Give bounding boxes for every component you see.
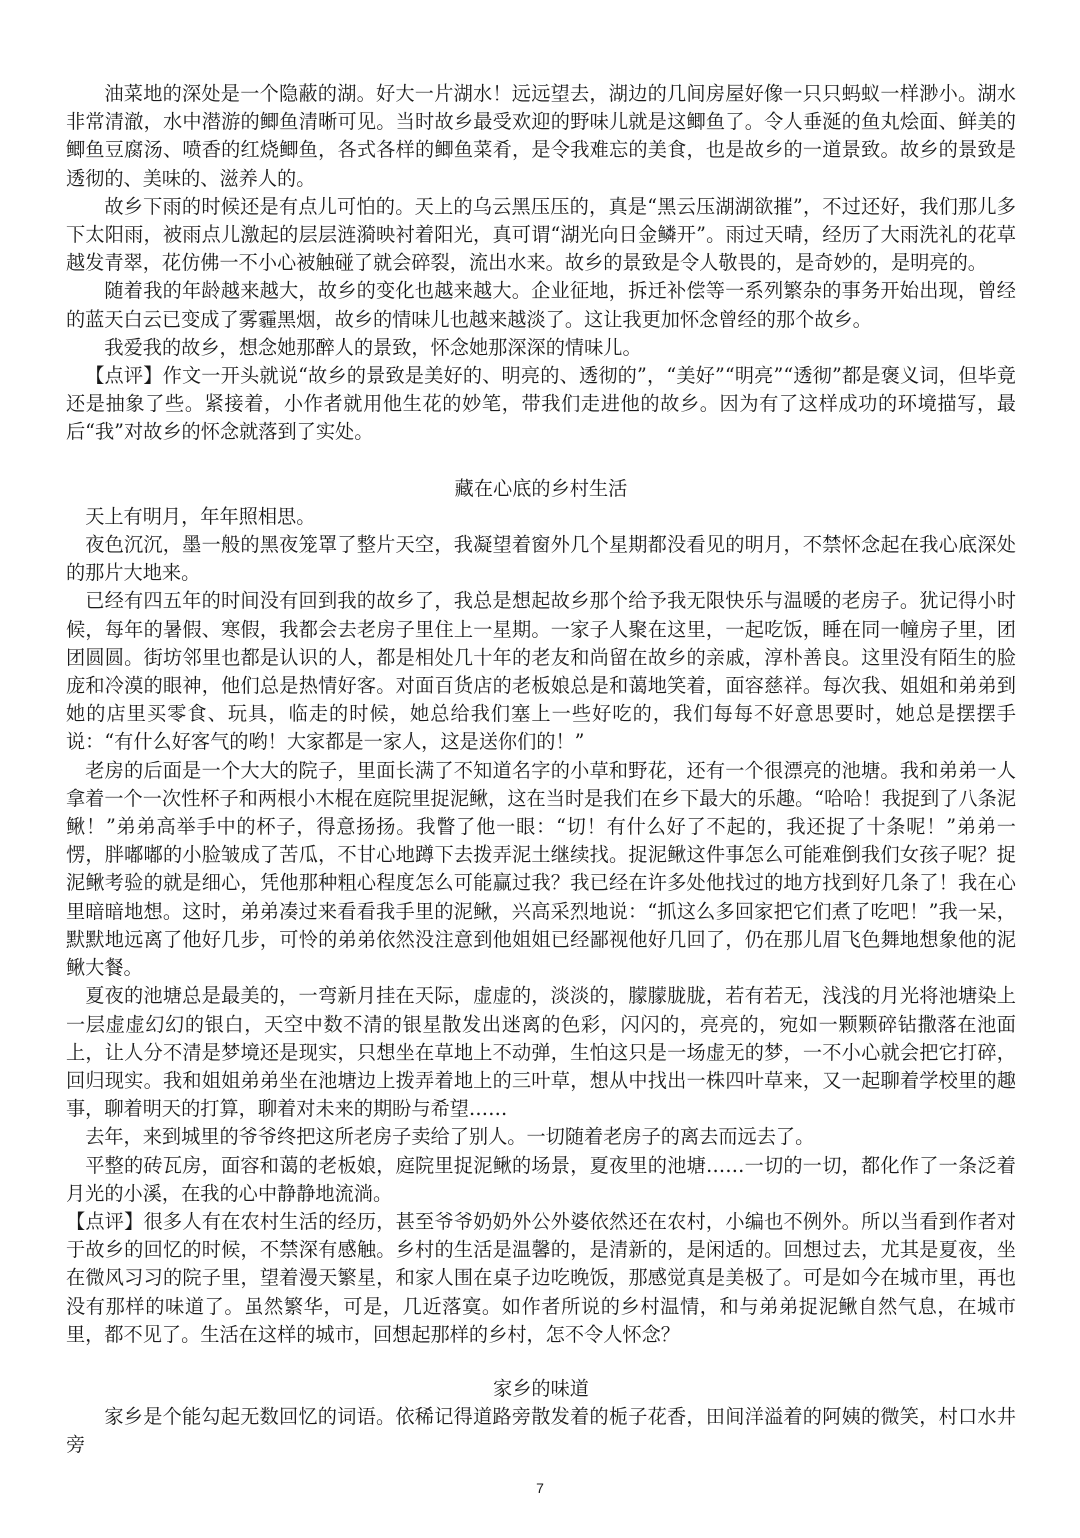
- paragraph: 家乡是个能勾起无数回忆的词语。依稀记得道路旁散发着的栀子花香，田间洋溢着的阿姨的微笑，村口水井旁: [66, 1405, 1016, 1457]
- paragraph: 夜色沉沉，墨一般的黑夜笼罩了整片天空，我凝望着窗外几个星期都没看见的明月，不禁怀念起在我心底深处的那片大地来。: [66, 533, 1016, 585]
- essay-1: [66, 80, 1016, 447]
- document-page: [66, 0, 1016, 1460]
- essay-3: [66, 1375, 1016, 1460]
- paragraph: 夏夜的池塘总是最美的，一弯新月挂在天际，虚虚的，淡淡的，朦朦胧胧，若有若无，浅浅的月光将池塘染上一层虚虚幻幻的银白，天空中数不清的银星散发出迷离的色彩，闪闪的，亮亮的，宛如一颗颗碎钻撒落在池面上，让人分不清是梦境还是现实，只想坐在草地上不动弹，生怕这只是一场虚无的梦，一不小心就会把它打碎，回归现实。我和姐姐弟弟坐在池塘边上拨弄着地上的三叶草，想从中找出一株四叶草来，又一起聊着学校里的趣事，聊着明天的打算，聊着对未来的期盼与希望……: [66, 984, 1016, 1121]
- essay-title: 藏在心底的乡村生活: [454, 476, 628, 500]
- section-gap: [66, 447, 1016, 475]
- paragraph: 天上有明月，年年照相思。: [85, 504, 316, 528]
- paragraph: 故乡下雨的时候还是有点儿可怕的。天上的乌云黑压压的，真是“黑云压湖湖欲摧”，不过还好，我们那儿多下太阳雨，被雨点儿激起的层层涟漪映衬着阳光，真可谓“湖光向日金鳞开”。雨过天晴，经历了大雨洗礼的花草越发青翠，花仿佛一不小心被触碰了就会碎裂，流出水来。故乡的景致是令人敬畏的，是奇妙的，是明亮的。: [66, 194, 1016, 275]
- paragraph: 我爱我的故乡，想念她那醉人的景致，怀念她那深深的情味儿。: [104, 335, 642, 359]
- page-number: 7: [536, 1479, 544, 1496]
- paragraph: 老房的后面是一个大大的院子，里面长满了不知道名字的小草和野花，还有一个很漂亮的池塘。我和弟弟一人拿着一个一次性杯子和两根小木棍在庭院里捉泥鳅，这在当时是我们在乡下最大的乐趣。“哈哈！我捉到了八条泥鳅！”弟弟高举手中的杯子，得意扬扬。我瞥了他一眼：“切！有什么好了不起的，我还捉了十条呢！”弟弟一愣，胖嘟嘟的小脸皱成了苦瓜，不甘心地蹲下去拨弄泥土继续找。捉泥鳅这件事怎么可能难倒我们女孩子呢？捉泥鳅考验的就是细心，凭他那种粗心程度怎么可能赢过我？我已经在许多处他找过的地方找到好几条了！我在心里暗暗地想。这时，弟弟凑过来看看我手里的泥鳅，兴高采烈地说：“抓这么多回家把它们煮了吃吧！”我一呆，默默地远离了他好几步，可怜的弟弟依然没注意到他姐姐已经鄙视他好几回了，仍在那儿眉飞色舞地想象他的泥鳅大餐。: [66, 758, 1016, 980]
- paragraph: 随着我的年龄越来越大，故乡的变化也越来越大。企业征地，拆迁补偿等一系列繁杂的事务开始出现，曾经的蓝天白云已变成了雾霾黑烟，故乡的情味儿也越来越淡了。这让我更加怀念曾经的那个故乡。: [66, 279, 1016, 331]
- essay-title: 家乡的味道: [493, 1376, 589, 1400]
- comment-paragraph: 【点评】很多人有在农村生活的经历，甚至爷爷奶奶外公外婆依然还在农村，小编也不例外。所以当看到作者对于故乡的回忆的时候，不禁深有感触。乡村的生活是温馨的，是清新的，是闲适的。回想过去，尤其是夏夜，坐在微风习习的院子里，望着漫天繁星，和家人围在桌子边吃晚饭，那感觉真是美极了。可是如今在城市里，再也没有那样的味道了。虽然繁华，可是，几近落寞。如作者所说的乡村温情，和与弟弟捉泥鳅自然气息，在城市里，都不见了。生活在这样的城市，回想起那样的乡村，怎不令人怀念？: [66, 1209, 1016, 1346]
- essay-2: [66, 475, 1016, 1349]
- paragraph: 去年，来到城里的爷爷终把这所老房子卖给了别人。一切随着老房子的离去而远去了。: [85, 1125, 815, 1149]
- paragraph: 油菜地的深处是一个隐蔽的湖。好大一片湖水！远远望去，湖边的几间房屋好像一只只蚂蚁一样渺小。湖水非常清澈，水中潜游的鲫鱼清晰可见。当时故乡最受欢迎的野味儿就是这鲫鱼了。令人垂涎的鱼丸烩面、鲜美的鲫鱼豆腐汤、喷香的红烧鲫鱼，各式各样的鲫鱼菜肴，是令我难忘的美食，也是故乡的一道景致。故乡的景致是透彻的、美味的、滋养人的。: [66, 82, 1016, 190]
- section-gap: [66, 1349, 1016, 1375]
- paragraph: 已经有四五年的时间没有回到我的故乡了，我总是想起故乡那个给予我无限快乐与温暖的老房子。犹记得小时候，每年的暑假、寒假，我都会去老房子里住上一星期。一家子人聚在这里，一起吃饭，睡在同一幢房子里，团团圆圆。街坊邻里也都是认识的人，都是相处几十年的老友和尚留在故乡的亲戚，淳朴善良。这里没有陌生的脸庞和冷漠的眼神，他们总是热情好客。对面百货店的老板娘总是和蔼地笑着，面容慈祥。每次我、姐姐和弟弟到她的店里买零食、玩具，临走的时候，她总给我们塞上一些好吃的，我们每每不好意思要时，她总是摆摆手说：“有什么好客气的哟！大家都是一家人，这是送你们的！”: [66, 589, 1016, 754]
- paragraph: 平整的砖瓦房，面容和蔼的老板娘，庭院里捉泥鳅的场景，夏夜里的池塘……一切的一切，都化作了一条泛着月光的小溪，在我的心中静静地流淌。: [66, 1153, 1016, 1205]
- comment-paragraph: 【点评】作文一开头就说“故乡的景致是美好的、明亮的、透彻的”，“美好”“明亮”“透彻”都是褒义词，但毕竟还是抽象了些。紧接着，小作者就用他生花的妙笔，带我们走进他的故乡。因为有了这样成功的环境描写，最后“我”对故乡的怀念就落到了实处。: [66, 364, 1016, 444]
